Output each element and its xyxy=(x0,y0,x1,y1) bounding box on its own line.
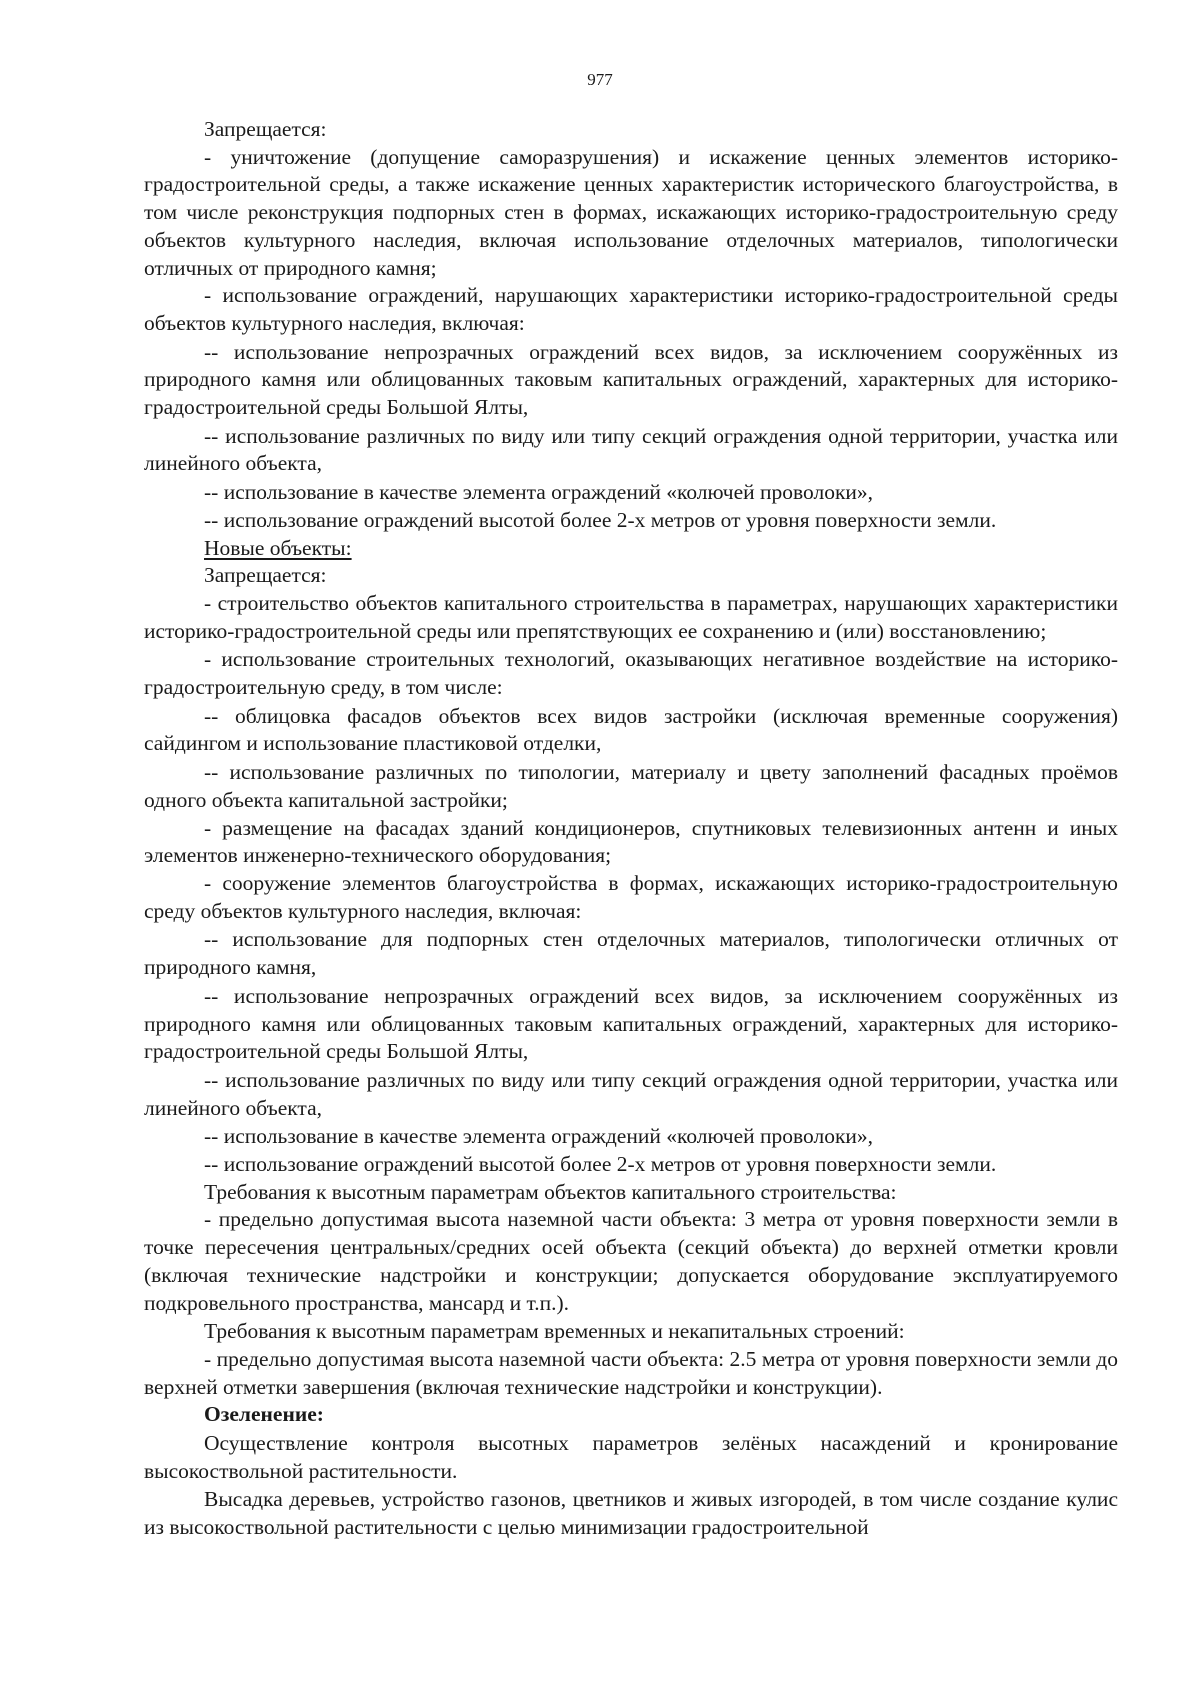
paragraph-landscaping-ban: - сооружение элементов благоустройства в формах, искажающих историко-градостроительную среду объектов культурного наследия, включая: xyxy=(144,870,1118,923)
paragraph-barbed-wire: -- использование в качестве элемента ограждений «колючей проволоки», xyxy=(204,480,874,505)
heading-greening: Озеленение: xyxy=(204,1402,324,1427)
paragraph-technologies-ban: - использование строительных технологий, оказывающих негативное воздействие на историко-градостроительную среду, в том числе: xyxy=(144,647,1118,700)
paragraph-opaque-fences-2: -- использование непрозрачных ограждений всех видов, за исключением сооружённых из природного камня или облицованных таковым капитальных ограждений, характерных для историко-градостроительной среды Большой Ялты, xyxy=(144,983,1118,1064)
paragraph-equipment-ban: - размещение на фасадах зданий кондиционеров, спутниковых телевизионных антенн и иных элементов инженерно-технического оборудования; xyxy=(144,815,1118,868)
paragraph-capital-height-heading: Требования к высотным параметрам объектов капитального строительства: xyxy=(204,1179,897,1204)
paragraph-fence-sections: -- использование различных по виду или типу секций ограждения одной территории, участка или линейного объекта, xyxy=(144,423,1118,476)
page-number: 977 xyxy=(587,70,613,89)
paragraph-capital-height-limit: - предельно допустимая высота наземной части объекта: 3 метра от уровня поверхности земли в точке пересечения центральных/средних осей объекта (секций объекта) до верхней отметки кровли (включая технические надстройки и конструкции; допускается оборудование эксплуатируемого подкровельного пространства, мансард и т.п.). xyxy=(144,1207,1118,1315)
heading-new-objects: Новые объекты: xyxy=(204,535,352,560)
paragraph-barbed-wire-2: -- использование в качестве элемента ограждений «колючей проволоки», xyxy=(204,1124,874,1149)
paragraph-retaining-walls: -- использование для подпорных стен отделочных материалов, типологически отличных от природного камня, xyxy=(144,927,1118,980)
paragraph-temporary-height-heading: Требования к высотным параметрам временных и некапитальных строений: xyxy=(204,1319,905,1344)
paragraph-opaque-fences: -- использование непрозрачных ограждений всех видов, за исключением сооружённых из природного камня или облицованных таковым капитальных ограждений, характерных для историко-градостроительной среды Большой Ялты, xyxy=(144,339,1118,420)
paragraph-destruction-ban: - уничтожение (допущение саморазрушения) и искажение ценных элементов историко-градостроительной среды, а также искажение ценных характеристик исторического благоустройства, в том числе реконструкция подпорных стен в формах, искажающих историко-градостроительную среду объектов культурного наследия, включая использование отделочных материалов, типологически отличных от природного камня; xyxy=(144,144,1118,280)
paragraph-fences-ban: - использование ограждений, нарушающих характеристики историко-градостроительной среды объектов культурного наследия, включая: xyxy=(144,283,1118,335)
paragraph-tree-planting: Высадка деревьев, устройство газонов, цветников и живых изгородей, в том числе создание кулис из высокоствольной растительности с целью минимизации градостроительной xyxy=(144,1487,1118,1540)
paragraph-siding-ban: -- облицовка фасадов объектов всех видов застройки (исключая временные сооружения) сайдингом и использование пластиковой отделки, xyxy=(144,703,1118,756)
paragraph-fence-height-2: -- использование ограждений высотой более 2-х метров от уровня поверхности земли. xyxy=(204,1152,997,1177)
paragraph-temporary-height-limit: - предельно допустимая высота наземной части объекта: 2.5 метра от уровня поверхности земли до верхней отметки завершения (включая технические надстройки и конструкции). xyxy=(144,1346,1118,1399)
paragraph-greening-control: Осуществление контроля высотных параметров зелёных насаждений и кронирование высокоствольной растительности. xyxy=(144,1431,1118,1483)
paragraph-fence-sections-2: -- использование различных по виду или типу секций ограждения одной территории, участка или линейного объекта, xyxy=(144,1067,1118,1120)
paragraph-construction-ban: - строительство объектов капитального строительства в параметрах, нарушающих характеристики историко-градостроительной среды или препятствующих ее сохранению и (или) восстановлению; xyxy=(144,590,1118,643)
document-body xyxy=(144,116,1118,1542)
paragraph-prohibited-heading: Запрещается: xyxy=(204,117,327,141)
paragraph-prohibited-heading-2: Запрещается: xyxy=(204,563,327,588)
paragraph-fence-height: -- использование ограждений высотой более 2-х метров от уровня поверхности земли. xyxy=(204,507,997,532)
paragraph-openings-ban: -- использование различных по типологии, материалу и цвету заполнений фасадных проёмов одного объекта капитальной застройки; xyxy=(144,760,1118,812)
